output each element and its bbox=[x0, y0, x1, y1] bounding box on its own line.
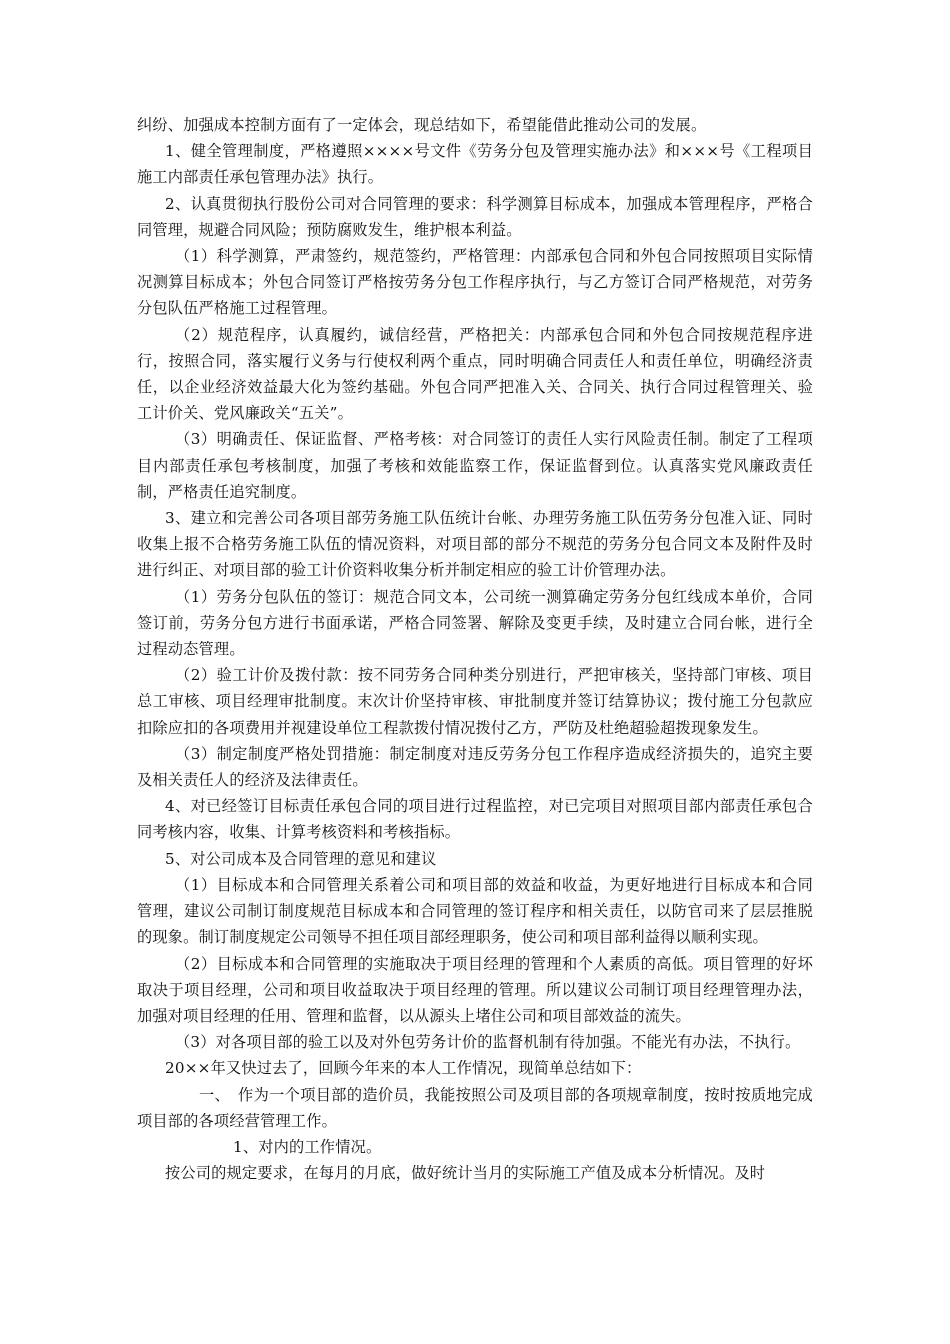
paragraph: 纠纷、加强成本控制方面有了一定体会，现总结如下，希望能借此推动公司的发展。 bbox=[137, 116, 707, 134]
paragraph: 按公司的规定要求，在每月的月底，做好统计当月的实际施工产值及成本分析情况。及时 bbox=[165, 1164, 766, 1183]
paragraph: 1、对内的工作情况。 bbox=[233, 1137, 382, 1156]
paragraph: （3）明确责任、保证监督、严格考核：对合同签订的责任人实行风险责任制。制定了工程项目内部责任承包考核制度，加强了考核和效能监察工作，保证监督到位。认真落实党风廉政责任制，严格责任追究制度。 bbox=[137, 430, 813, 501]
paragraph: （3）制定制度严格处罚措施：制定制度对违反劳务分包工作程序造成经济损失的，追究主要及相关责任人的经济及法律责任。 bbox=[137, 744, 813, 790]
paragraph: （1）目标成本和合同管理关系着公司和项目部的效益和收益，为更好地进行目标成本和合同管理，建议公司制订制度规范目标成本和合同管理的签订程序和相关责任，以防官司来了层层推脱的现象。制订制度规定公司领导不担任项目部经理职务，使公司和项目部利益得以顺利实现。 bbox=[137, 875, 813, 947]
paragraph: （2）目标成本和合同管理的实施取决于项目经理的管理和个人素质的高低。项目管理的好坏取决于项目经理，公司和项目收益取决于项目经理的管理。所以建议公司制订项目经理管理办法，加强对项目经理的任用、管理和监督，以从源头上堵住公司和项目部效益的流失。 bbox=[137, 954, 813, 1025]
paragraph: 2、认真贯彻执行股份公司对合同管理的要求：科学测算目标成本，加强成本管理程序，严格合同管理，规避合同风险；预防腐败发生，维护根本利益。 bbox=[137, 194, 813, 239]
paragraph: 1、健全管理制度，严格遵照××××号文件《劳务分包及管理实施办法》和×××号《工程项目施工内部责任承包管理办法》执行。 bbox=[137, 142, 813, 187]
document-page bbox=[137, 112, 813, 1186]
paragraph: （2）验工计价及拨付款：按不同劳务合同种类分别进行，严把审核关，坚持部门审核、项目总工审核、项目经理审批制度。末次计价坚持审核、审批制度并签订结算协议；拨付施工分包款应扣除应扣的各项费用并视建设单位工程款拨付情况拨付乙方，严防及杜绝超验超拨现象发生。 bbox=[137, 666, 813, 737]
paragraph: （1）劳务分包队伍的签订：规范合同文本，公司统一测算确定劳务分包红线成本单价，合同签订前，劳务分包方进行书面承诺，严格合同签署、解除及变更手续，及时建立合同台帐，进行全过程动态管理。 bbox=[137, 587, 813, 659]
paragraph: （3）对各项目部的验工以及对外包劳务计价的监督机制有待加强。不能光有办法，不执行。 bbox=[175, 1033, 801, 1052]
paragraph: 一、 作为一个项目部的造价员，我能按照公司及项目部的各项规章制度，按时按质地完成项目部的各项经营管理工作。 bbox=[137, 1085, 813, 1130]
paragraph: 5、对公司成本及合同管理的意见和建议 bbox=[165, 849, 437, 868]
paragraph: 3、建立和完善公司各项目部劳务施工队伍统计台帐、办理劳务施工队伍劳务分包准入证、同时收集上报不合格劳务施工队伍的情况资料，对项目部的部分不规范的劳务分包合同文本及附件及时进行纠正、对项目部的验工计价资料收集分析并制定相应的验工计价管理办法。 bbox=[137, 509, 813, 580]
paragraph: （1）科学测算，严肃签约，规范签约，严格管理：内部承包合同和外包合同按照项目实际情况测算目标成本；外包合同签订严格按劳务分包工作程序执行，与乙方签订合同严格规范，对劳务分包队伍严格施工过程管理。 bbox=[137, 247, 813, 318]
paragraph: 20××年又快过去了，回顾今年来的本人工作情况，现简单总结如下： bbox=[165, 1059, 642, 1078]
paragraph: 4、对已经签订目标责任承包合同的项目进行过程监控，对已完项目对照项目部内部责任承包合同考核内容，收集、计算考核资料和考核指标。 bbox=[137, 797, 813, 842]
paragraph: （2）规范程序，认真履约，诚信经营，严格把关：内部承包合同和外包合同按规范程序进行，按照合同，落实履行义务与行使权利两个重点，同时明确合同责任人和责任单位，明确经济责任，以企业经济效益最大化为签约基础。外包合同严把准入关、合同关、执行合同过程管理关、验工计价关、党风廉政关“五关”。 bbox=[137, 325, 813, 423]
